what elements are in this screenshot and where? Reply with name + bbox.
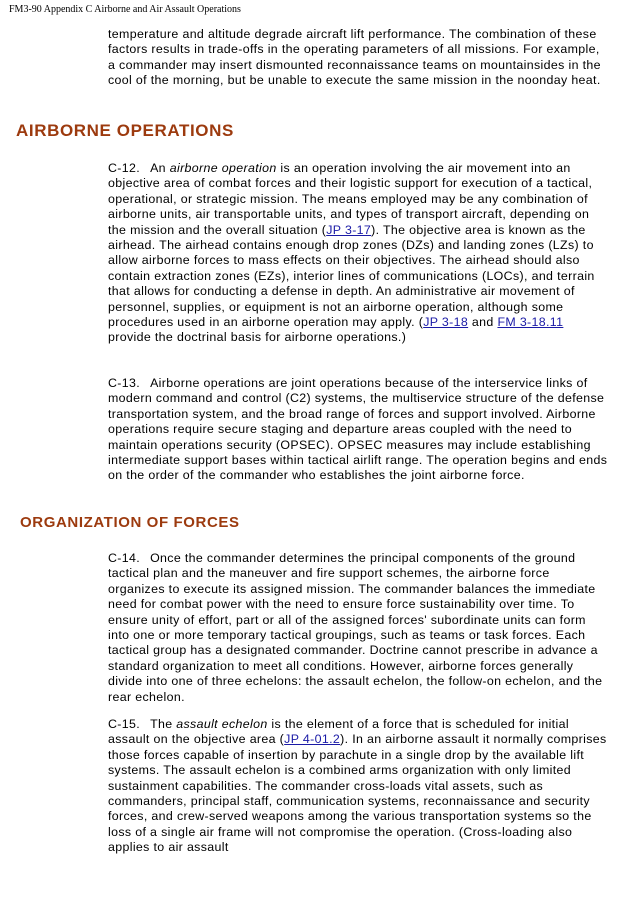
- paragraph-text: provide the doctrinal basis for airborne operations.): [108, 330, 407, 345]
- paragraph-c-13: [108, 376, 608, 484]
- paragraph-text: is the element of a force that is scheduled for initial assault on the objective area (: [108, 717, 569, 747]
- paragraph-text: and: [468, 315, 498, 330]
- reference-link-jp-3-18[interactable]: JP 3-18: [423, 315, 469, 330]
- paragraph-number: C-13.: [108, 376, 141, 390]
- paragraph-text: The: [150, 717, 177, 731]
- reference-link-fm-3-18-11[interactable]: FM 3-18.11: [497, 315, 564, 330]
- paragraph-number: C-15.: [108, 717, 141, 731]
- paragraph-text: ). The objective area is known as the airhead. The airhead contains enough drop zones (DZs) and landing zones (LZs) to allow airborne forces to mass effects on their objectives. The airhead should also contain extraction zones (EZs), interior lines of communications (LOCs), and terrain that allows for conducting a defense in depth. An administrative air movement of personnel, supplies, or equipment is not an airborne operation, although some procedures used in an airborne operation may apply. (: [108, 222, 595, 330]
- paragraph-number: C-12.: [108, 161, 141, 175]
- paragraph-number: C-14.: [108, 551, 141, 565]
- paragraph-text: Airborne operations are joint operations because of the interservice links of modern command and control (C2) systems, the multiservice structure of the defense transportation system, and the broad range of forces and support involved. Airborne operations require secure staging and departure areas coupled with the need to maintain operations security (OPSEC). OPSEC measures may include establishing intermediate support bases within tactical airlift range. The operation begins and ends on the order of the commander who establishes the joint airborne force.: [108, 376, 608, 483]
- paragraph-text: is an operation involving the air movement into an objective area of combat forces and their logistic support for execution of a tactical, operational, or strategic mission. The means employed may be any combination of airborne units, air transportable units, and types of transport aircraft, depending on the mission and the overall situation (: [108, 161, 593, 237]
- reference-link-jp-3-17[interactable]: JP 3-17: [326, 222, 372, 237]
- section-heading-organization-of-forces: ORGANIZATION OF FORCES: [20, 514, 240, 531]
- paragraph-text: Once the commander determines the principal components of the ground tactical plan and the maneuver and fire support schemes, the airborne force organizes to execute its assigned mission. The commander balances the immediate need for combat power with the need to ensure force sustainability over time. To ensure unity of effort, part or all of the assigned forces' subordinate units can form into one or more temporary tactical groupings, such as teams or task forces. Each tactical group has a designated commander. Doctrine cannot prescribe in advance a standard organization to meet all conditions. However, airborne forces generally divide into one of three echelons: the assault echelon, the follow-on echelon, and the rear echelon.: [108, 551, 603, 704]
- section-heading-airborne-operations: AIRBORNE OPERATIONS: [16, 121, 234, 140]
- running-header: FM3-90 Appendix C Airborne and Air Assault Operations: [9, 4, 241, 15]
- paragraph-text: An: [150, 161, 170, 175]
- paragraph-c-14: [108, 551, 608, 705]
- intro-paragraph: temperature and altitude degrade aircraft lift performance. The combination of these factors results in trade-offs in the operating parameters of all missions. For example, a commander may insert dismounted reconnaissance teams on mountainsides in the cool of the morning, but be unable to execute the same mission in the noonday heat.: [108, 27, 601, 88]
- paragraph-text: ). In an airborne assault it normally comprises those forces capable of insertion by parachute in a single drop by the available lift systems. The assault echelon is a combined arms organization with only limited sustainment capabilities. The commander cross-loads vital assets, such as commanders, principal staff, communication systems, reconnaissance and security forces, and crew-served weapons among the various transportation systems so the loss of a single air frame will not compromise the operation. (Cross-loading also applies to air assault: [108, 732, 607, 855]
- paragraph-c-12: [108, 161, 608, 346]
- paragraph-c-15: [108, 717, 608, 856]
- reference-link-jp-4-01-2[interactable]: JP 4-01.2: [284, 732, 341, 747]
- defined-term: assault echelon: [176, 717, 268, 731]
- defined-term: airborne operation: [169, 161, 277, 175]
